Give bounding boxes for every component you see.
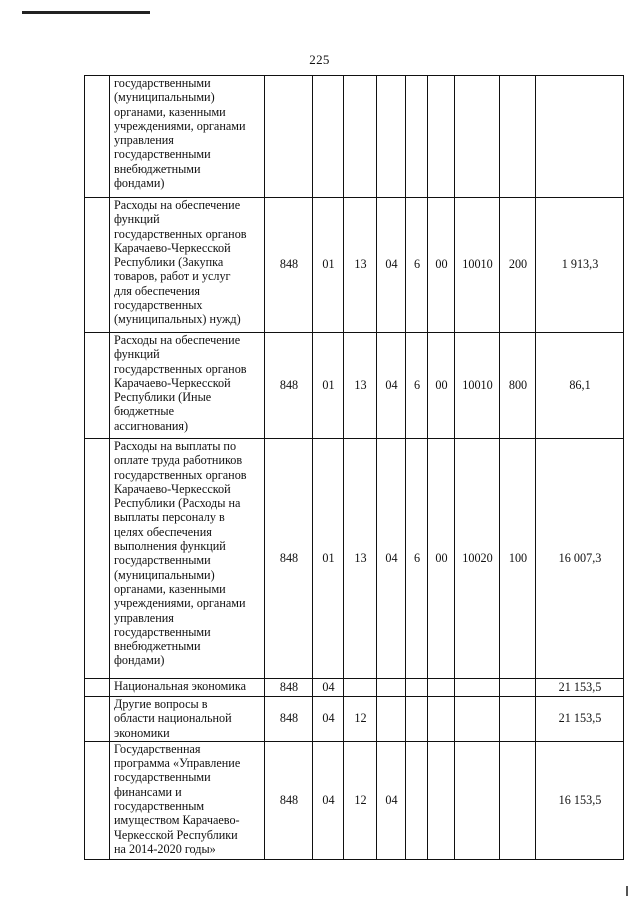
- description-line: целях обеспечения: [114, 524, 212, 539]
- cell-subsection: 13: [344, 198, 377, 333]
- cell-vr: [500, 76, 536, 198]
- empty-index-cell: [85, 76, 110, 198]
- table-row: [85, 741, 624, 859]
- description-line: области национальной: [114, 711, 232, 726]
- cell-subsection: 13: [344, 333, 377, 439]
- cell-dir: [428, 741, 455, 859]
- table-row: [85, 198, 624, 333]
- cell-vr: [500, 741, 536, 859]
- cell-amount: 86,1: [536, 333, 624, 439]
- description-line: имуществом Карачаево-: [114, 813, 240, 828]
- cell-amount: 1 913,3: [536, 198, 624, 333]
- description-line: государственных: [114, 298, 203, 313]
- description-line: управления: [114, 610, 174, 625]
- empty-index-cell: [85, 198, 110, 333]
- cell-dir: [428, 76, 455, 198]
- cell-section: [313, 76, 344, 198]
- cell-section: 04: [313, 679, 344, 697]
- description-line: Карачаево-Черкесской: [114, 240, 231, 255]
- scan-edge-mark: [626, 886, 628, 896]
- empty-index-cell: [85, 439, 110, 679]
- empty-index-cell: [85, 697, 110, 742]
- description-line: Карачаево-Черкесской: [114, 375, 231, 390]
- description-line: Республики (Расходы на: [114, 496, 241, 511]
- description-line: государственными: [114, 76, 211, 90]
- description-line: Черкесской Республики: [114, 827, 238, 842]
- description-line: Республики (Иные: [114, 390, 212, 405]
- cell-code: [455, 679, 500, 697]
- cell-dir: 00: [428, 439, 455, 679]
- cell-ministry: 848: [265, 439, 313, 679]
- cell-section: 04: [313, 697, 344, 742]
- cell-dir: [428, 679, 455, 697]
- table-row: [85, 679, 624, 697]
- description-line: Национальная экономика: [114, 679, 247, 693]
- cell-vr: [500, 697, 536, 742]
- cell-subsection: [344, 76, 377, 198]
- description-line: Карачаево-Черкесской: [114, 481, 231, 496]
- description-line: функций: [114, 347, 160, 362]
- description-line: выплаты персоналу в: [114, 510, 225, 525]
- cell-ministry: 848: [265, 679, 313, 697]
- cell-dir: 00: [428, 333, 455, 439]
- cell-section: 04: [313, 741, 344, 859]
- budget-table: [84, 75, 624, 860]
- cell-code: [455, 741, 500, 859]
- cell-code: [455, 76, 500, 198]
- description-line: внебюджетными: [114, 639, 201, 654]
- cell-code: 10010: [455, 333, 500, 439]
- cell-amount: [536, 76, 624, 198]
- cell-prog: 04: [377, 439, 406, 679]
- cell-amount: 21 153,5: [536, 679, 624, 697]
- cell-subsection: 13: [344, 439, 377, 679]
- description-line: органами, казенными: [114, 581, 226, 596]
- description-line: учреждениями, органами: [114, 118, 246, 133]
- cell-ministry: 848: [265, 333, 313, 439]
- cell-subprog: [406, 679, 428, 697]
- description-line: органами, казенными: [114, 104, 226, 119]
- row-description: [110, 679, 265, 697]
- description-line: функций: [114, 212, 160, 227]
- cell-prog: 04: [377, 198, 406, 333]
- description-line: (муниципальными): [114, 567, 215, 582]
- table-row: [85, 439, 624, 679]
- cell-prog: 04: [377, 333, 406, 439]
- description-line: ассигнования): [114, 418, 189, 433]
- cell-subprog: [406, 741, 428, 859]
- cell-subprog: [406, 76, 428, 198]
- description-line: государственных органов: [114, 226, 247, 241]
- cell-ministry: 848: [265, 198, 313, 333]
- cell-vr: 200: [500, 198, 536, 333]
- description-line: бюджетные: [114, 404, 175, 419]
- description-line: финансами и: [114, 784, 182, 799]
- empty-index-cell: [85, 741, 110, 859]
- scan-top-mark: [22, 11, 150, 14]
- cell-prog: [377, 679, 406, 697]
- row-description: [110, 198, 265, 333]
- table-row: [85, 697, 624, 742]
- description-line: для обеспечения: [114, 283, 201, 298]
- cell-dir: [428, 697, 455, 742]
- cell-ministry: [265, 76, 313, 198]
- description-line: управления: [114, 133, 174, 148]
- cell-section: 01: [313, 198, 344, 333]
- table-row: [85, 76, 624, 198]
- cell-section: 01: [313, 439, 344, 679]
- cell-prog: [377, 697, 406, 742]
- description-line: Расходы на обеспечение: [114, 198, 241, 212]
- cell-subsection: 12: [344, 697, 377, 742]
- row-description: [110, 697, 265, 742]
- cell-vr: 100: [500, 439, 536, 679]
- cell-ministry: 848: [265, 741, 313, 859]
- description-line: государственных органов: [114, 361, 247, 376]
- cell-subprog: 6: [406, 333, 428, 439]
- description-line: Расходы на выплаты по: [114, 439, 237, 453]
- description-line: программа «Управление: [114, 756, 241, 771]
- page-number: 225: [309, 52, 330, 67]
- description-line: (муниципальных) нужд): [114, 312, 241, 327]
- description-line: экономики: [114, 725, 170, 740]
- cell-section: 01: [313, 333, 344, 439]
- cell-ministry: 848: [265, 697, 313, 742]
- empty-index-cell: [85, 333, 110, 439]
- description-line: учреждениями, органами: [114, 596, 246, 611]
- description-line: государственными: [114, 553, 211, 568]
- cell-subsection: 12: [344, 741, 377, 859]
- description-line: Другие вопросы в: [114, 697, 208, 711]
- cell-vr: 800: [500, 333, 536, 439]
- description-line: фондами): [114, 176, 165, 191]
- description-line: фондами): [114, 653, 165, 668]
- row-description: [110, 333, 265, 439]
- empty-index-cell: [85, 679, 110, 697]
- cell-dir: 00: [428, 198, 455, 333]
- cell-subprog: 6: [406, 198, 428, 333]
- description-line: государственными: [114, 624, 211, 639]
- table-row: [85, 333, 624, 439]
- cell-vr: [500, 679, 536, 697]
- cell-code: 10020: [455, 439, 500, 679]
- row-description: [110, 439, 265, 679]
- cell-prog: [377, 76, 406, 198]
- description-line: государственных органов: [114, 467, 247, 482]
- description-line: государственным: [114, 799, 205, 814]
- description-line: Расходы на обеспечение: [114, 333, 241, 347]
- cell-amount: 21 153,5: [536, 697, 624, 742]
- cell-amount: 16 153,5: [536, 741, 624, 859]
- cell-subprog: 6: [406, 439, 428, 679]
- row-description: [110, 76, 265, 198]
- cell-subsection: [344, 679, 377, 697]
- description-line: государственными: [114, 770, 211, 785]
- description-line: выполнения функций: [114, 539, 226, 554]
- description-line: товаров, работ и услуг: [114, 269, 231, 284]
- cell-subprog: [406, 697, 428, 742]
- cell-code: 10010: [455, 198, 500, 333]
- description-line: внебюджетными: [114, 161, 201, 176]
- cell-code: [455, 697, 500, 742]
- description-line: государственными: [114, 147, 211, 162]
- cell-amount: 16 007,3: [536, 439, 624, 679]
- description-line: Государственная: [114, 741, 201, 756]
- row-description: [110, 741, 265, 859]
- description-line: (муниципальными): [114, 90, 215, 105]
- description-line: на 2014-2020 годы»: [114, 841, 216, 856]
- cell-prog: 04: [377, 741, 406, 859]
- description-line: оплате труда работников: [114, 453, 243, 468]
- description-line: Республики (Закупка: [114, 255, 224, 270]
